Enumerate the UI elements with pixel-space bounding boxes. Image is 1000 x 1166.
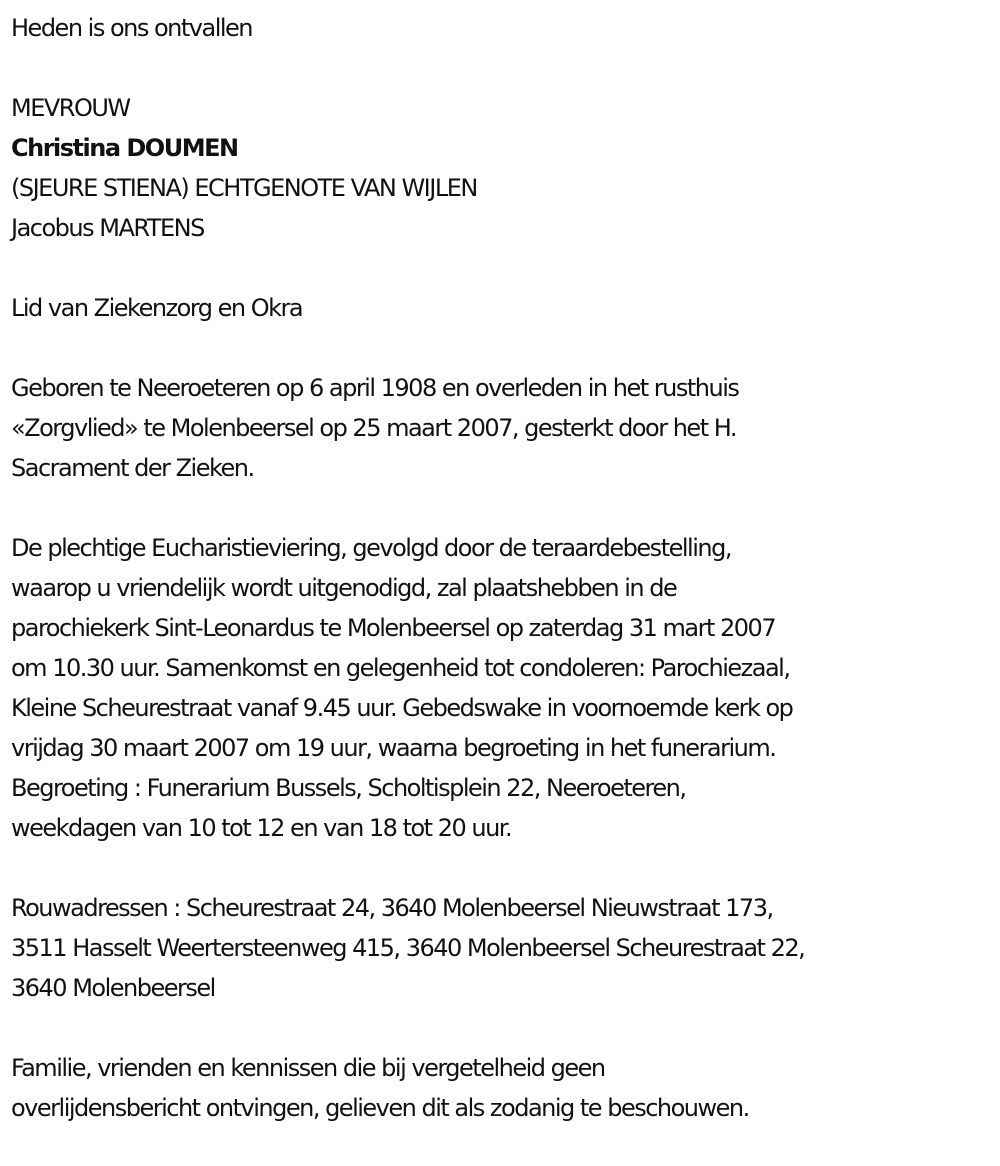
spouse-name: Jacobus MARTENS (11, 214, 204, 242)
paragraph-line: parochiekerk Sint-Leonardus te Molenbeersel op zaterdag 31 mart 2007 (11, 614, 776, 642)
paragraph-line: De plechtige Eucharistieviering, gevolgd door de teraardebestelling, (11, 534, 731, 562)
paragraph-line: 3640 Molenbeersel (11, 974, 215, 1002)
paragraph-line: Rouwadressen : Scheurestraat 24, 3640 Molenbeersel Nieuwstraat 173, (11, 894, 773, 922)
paragraph-line: overlijdensbericht ontvingen, gelieven dit als zodanig te beschouwen. (11, 1094, 749, 1122)
intro-text: Heden is ons ontvallen (11, 14, 253, 42)
spacer (11, 328, 993, 368)
paragraph-line: «Zorgvlied» te Molenbeersel op 25 maart 2007, gesterkt door het H. (11, 414, 736, 442)
spacer (11, 848, 993, 888)
paragraph-line: om 10.30 uur. Samenkomst en gelegenheid tot condoleren: Parochiezaal, (11, 654, 790, 682)
spacer (11, 48, 993, 88)
paragraph-line: Geboren te Neeroeteren op 6 april 1908 en overleden in het rusthuis (11, 374, 739, 402)
paragraph-line: weekdagen van 10 tot 12 en van 18 tot 20 uur. (11, 814, 512, 842)
spacer (11, 1008, 993, 1048)
birth-death-paragraph (11, 368, 993, 488)
ceremony-paragraph (11, 528, 993, 848)
obituary-notice (11, 8, 993, 1128)
spacer (11, 248, 993, 288)
closing-paragraph (11, 1048, 993, 1128)
title-line: MEVROUW (11, 94, 130, 122)
paragraph-line: 3511 Hasselt Weertersteenweg 415, 3640 Molenbeersel Scheurestraat 22, (11, 934, 805, 962)
addresses-paragraph (11, 888, 993, 1008)
membership-text: Lid van Ziekenzorg en Okra (11, 294, 303, 322)
paragraph-line: Familie, vrienden en kennissen die bij vergetelheid geen (11, 1054, 605, 1082)
paragraph-line: Begroeting : Funerarium Bussels, Scholtisplein 22, Neeroeteren, (11, 774, 686, 802)
nickname-line: (SJEURE STIENA) ECHTGENOTE VAN WIJLEN (11, 174, 477, 202)
deceased-name: Christina DOUMEN (11, 134, 238, 162)
paragraph-line: Kleine Scheurestraat vanaf 9.45 uur. Gebedswake in voornoemde kerk op (11, 694, 793, 722)
spacer (11, 488, 993, 528)
paragraph-line: waarop u vriendelijk wordt uitgenodigd, zal plaatshebben in de (11, 574, 677, 602)
paragraph-line: vrijdag 30 maart 2007 om 19 uur, waarna begroeting in het funerarium. (11, 734, 776, 762)
paragraph-line: Sacrament der Zieken. (11, 454, 254, 482)
